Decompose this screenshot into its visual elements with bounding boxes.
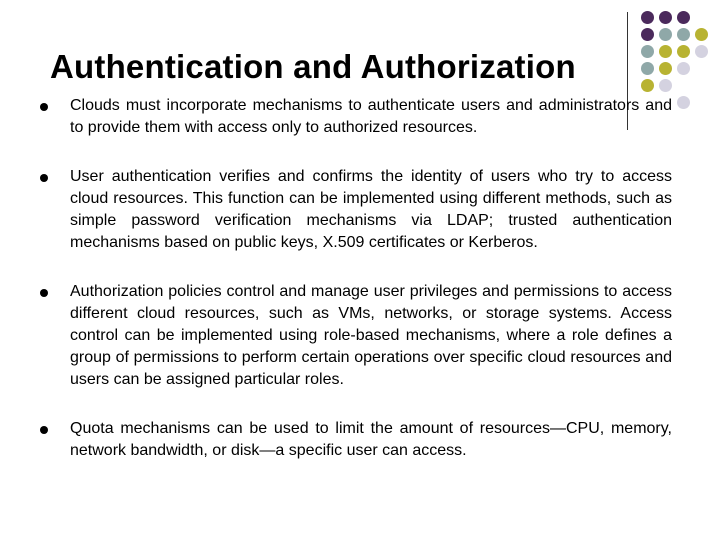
decorative-dot — [641, 28, 654, 41]
bullet-icon — [40, 426, 48, 434]
decorative-dot — [677, 11, 690, 24]
bullet-text: Clouds must incorporate mechanisms to authenticate users and administrators and to provide them with access only to authorized resources. — [70, 97, 672, 136]
bullet-icon — [40, 174, 48, 182]
decorative-dot — [677, 45, 690, 58]
decorative-dot — [695, 28, 708, 41]
bullet-text: User authentication verifies and confirms the identity of users who try to access cloud resources. This function can be implemented using different methods, such as simple password verification mechanisms via LDAP; trusted authentication mechanisms based on public keys, X.509 certificates or Kerberos. — [70, 168, 672, 251]
bullet-icon — [40, 289, 48, 297]
decorative-dot — [641, 11, 654, 24]
decorative-dot — [677, 96, 690, 109]
decorative-dot — [677, 28, 690, 41]
decorative-dot — [659, 62, 672, 75]
decorative-dot — [677, 62, 690, 75]
decorative-dot — [641, 45, 654, 58]
decorative-dot — [695, 45, 708, 58]
decorative-dot — [641, 79, 654, 92]
bullet-item — [40, 166, 672, 254]
slide-title: Authentication and Authorization — [50, 48, 576, 85]
decorative-dot — [641, 62, 654, 75]
bullet-icon — [40, 103, 48, 111]
decorative-dot — [659, 79, 672, 92]
bullet-text: Quota mechanisms can be used to limit the amount of resources—CPU, memory, network bandwidth, or disk—a specific user can access. — [70, 420, 672, 459]
decorative-dot — [659, 28, 672, 41]
bullet-item — [40, 95, 672, 139]
bullet-item — [40, 281, 672, 391]
bullet-item — [40, 418, 672, 462]
bullet-text: Authorization policies control and manage user privileges and permissions to access different cloud resources, such as VMs, networks, or storage systems. Access control can be implemented using role-based mechanisms, where a role defines a group of permissions to perform certain operations over specific cloud resources and users can be assigned particular roles. — [70, 283, 672, 388]
decorative-dot — [659, 11, 672, 24]
bullet-list — [40, 95, 672, 462]
decorative-dot — [659, 45, 672, 58]
